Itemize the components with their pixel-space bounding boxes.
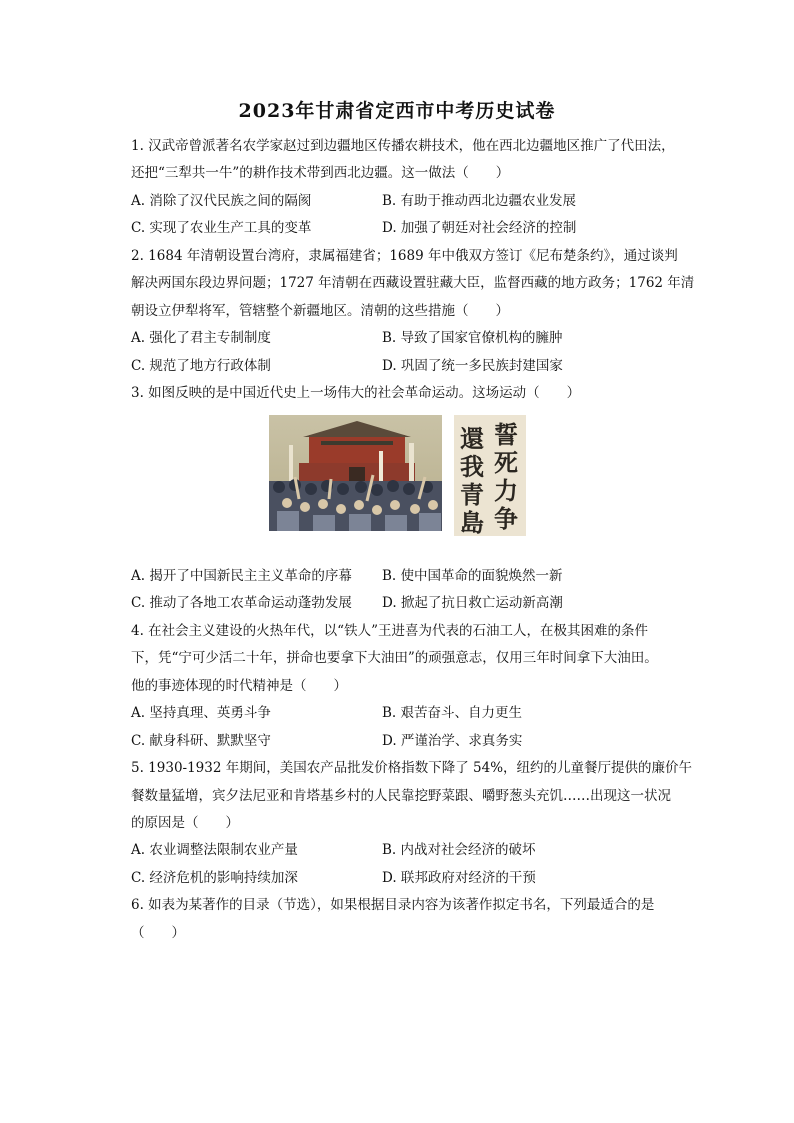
q3-slogan-calligraphy-image <box>454 415 526 536</box>
q2-stem-line1: 2. 1684 年清朝设置台湾府，隶属福建省；1689 年中俄双方签订《尼布楚条约》，通过谈判 <box>131 248 678 264</box>
q4-stem-line2: 下，凭“宁可少活二十年，拼命也要拿下大油田”的顽强意志，仅用三年时间拿下大油田。 <box>131 650 658 666</box>
q1-option-c: C. 实现了农业生产工具的变革 <box>131 220 312 236</box>
q5-option-a: A. 农业调整法限制农业产量 <box>131 842 298 858</box>
q3-option-c: C. 推动了各地工农革命运动蓬勃发展 <box>131 595 352 611</box>
q3-stem-line1: 3. 如图反映的是中国近代史上一场伟大的社会革命运动。这场运动（ ） <box>131 385 581 401</box>
q3-option-b: B. 使中国革命的面貌焕然一新 <box>382 568 563 584</box>
q2-option-a: A. 强化了君主专制制度 <box>131 330 271 346</box>
q3-option-a: A. 揭开了中国新民主主义革命的序幕 <box>131 568 352 584</box>
svg-text:青: 青 <box>460 480 484 509</box>
svg-text:死: 死 <box>494 448 518 477</box>
page-title: 2023年甘肃省定西市中考历史试卷 <box>238 100 556 122</box>
q2-option-d: D. 巩固了统一多民族封建国家 <box>382 358 563 374</box>
q2-option-c: C. 规范了地方行政体制 <box>131 358 271 374</box>
q2-stem-line3: 朝设立伊犁将军，管辖整个新疆地区。清朝的这些措施（ ） <box>131 303 509 319</box>
q5-stem-line2: 餐数量猛增，宾夕法尼亚和肯塔基乡村的人民靠挖野菜跟、嚼野葱头充饥……出现这一状况 <box>131 788 671 804</box>
q4-option-a: A. 坚持真理、英勇斗争 <box>131 705 271 721</box>
q3-crowd-painting-image <box>269 415 442 531</box>
q4-stem-line1: 4. 在社会主义建设的火热年代，以“铁人”王进喜为代表的石油工人，在极其困难的条件 <box>131 623 648 639</box>
q5-option-b: B. 内战对社会经济的破坏 <box>382 842 536 858</box>
q1-stem-line1: 1. 汉武帝曾派著名农学家赵过到边疆地区传播农耕技术，他在西北边疆地区推广了代田法， <box>131 138 675 154</box>
q6-stem-line1: 6. 如表为某著作的目录（节选），如果根据目录内容为该著作拟定书名，下列最适合的是 <box>131 897 655 913</box>
q5-stem-line3: 的原因是（ ） <box>131 815 239 831</box>
q4-option-c: C. 献身科研、默默坚守 <box>131 733 271 749</box>
q1-stem-line2: 还把“三犁共一牛”的耕作技术带到西北边疆。这一做法（ ） <box>131 165 510 181</box>
q4-option-d: D. 严谨治学、求真务实 <box>382 733 523 749</box>
q6-stem-line2: （ ） <box>131 925 185 941</box>
q1-option-a: A. 消除了汉代民族之间的隔阂 <box>131 193 312 209</box>
svg-text:誓: 誓 <box>494 420 518 449</box>
q1-option-b: B. 有助于推动西北边疆农业发展 <box>382 193 577 209</box>
q5-option-c: C. 经济危机的影响持续加深 <box>131 870 298 886</box>
svg-text:島: 島 <box>460 508 484 536</box>
q4-option-b: B. 艰苦奋斗、自力更生 <box>382 705 523 721</box>
q4-stem-line3: 他的事迹体现的时代精神是（ ） <box>131 678 347 694</box>
svg-text:力: 力 <box>494 476 518 505</box>
q1-option-d: D. 加强了朝廷对社会经济的控制 <box>382 220 577 236</box>
q5-stem-line1: 5. 1930-1932 年期间，美国农产品批发价格指数下降了 54%，纽约的儿童餐厅提供的廉价午 <box>131 760 693 776</box>
svg-text:還: 還 <box>460 424 484 453</box>
q2-stem-line2: 解决两国东段边界问题；1727 年清朝在西藏设置驻藏大臣，监督西藏的地方政务；1762 年清 <box>131 275 695 291</box>
svg-text:争: 争 <box>494 504 518 533</box>
svg-text:我: 我 <box>460 452 484 481</box>
q5-option-d: D. 联邦政府对经济的干预 <box>382 870 536 886</box>
q3-option-d: D. 掀起了抗日救亡运动新高潮 <box>382 595 563 611</box>
q2-option-b: B. 导致了国家官僚机构的臃肿 <box>382 330 563 346</box>
